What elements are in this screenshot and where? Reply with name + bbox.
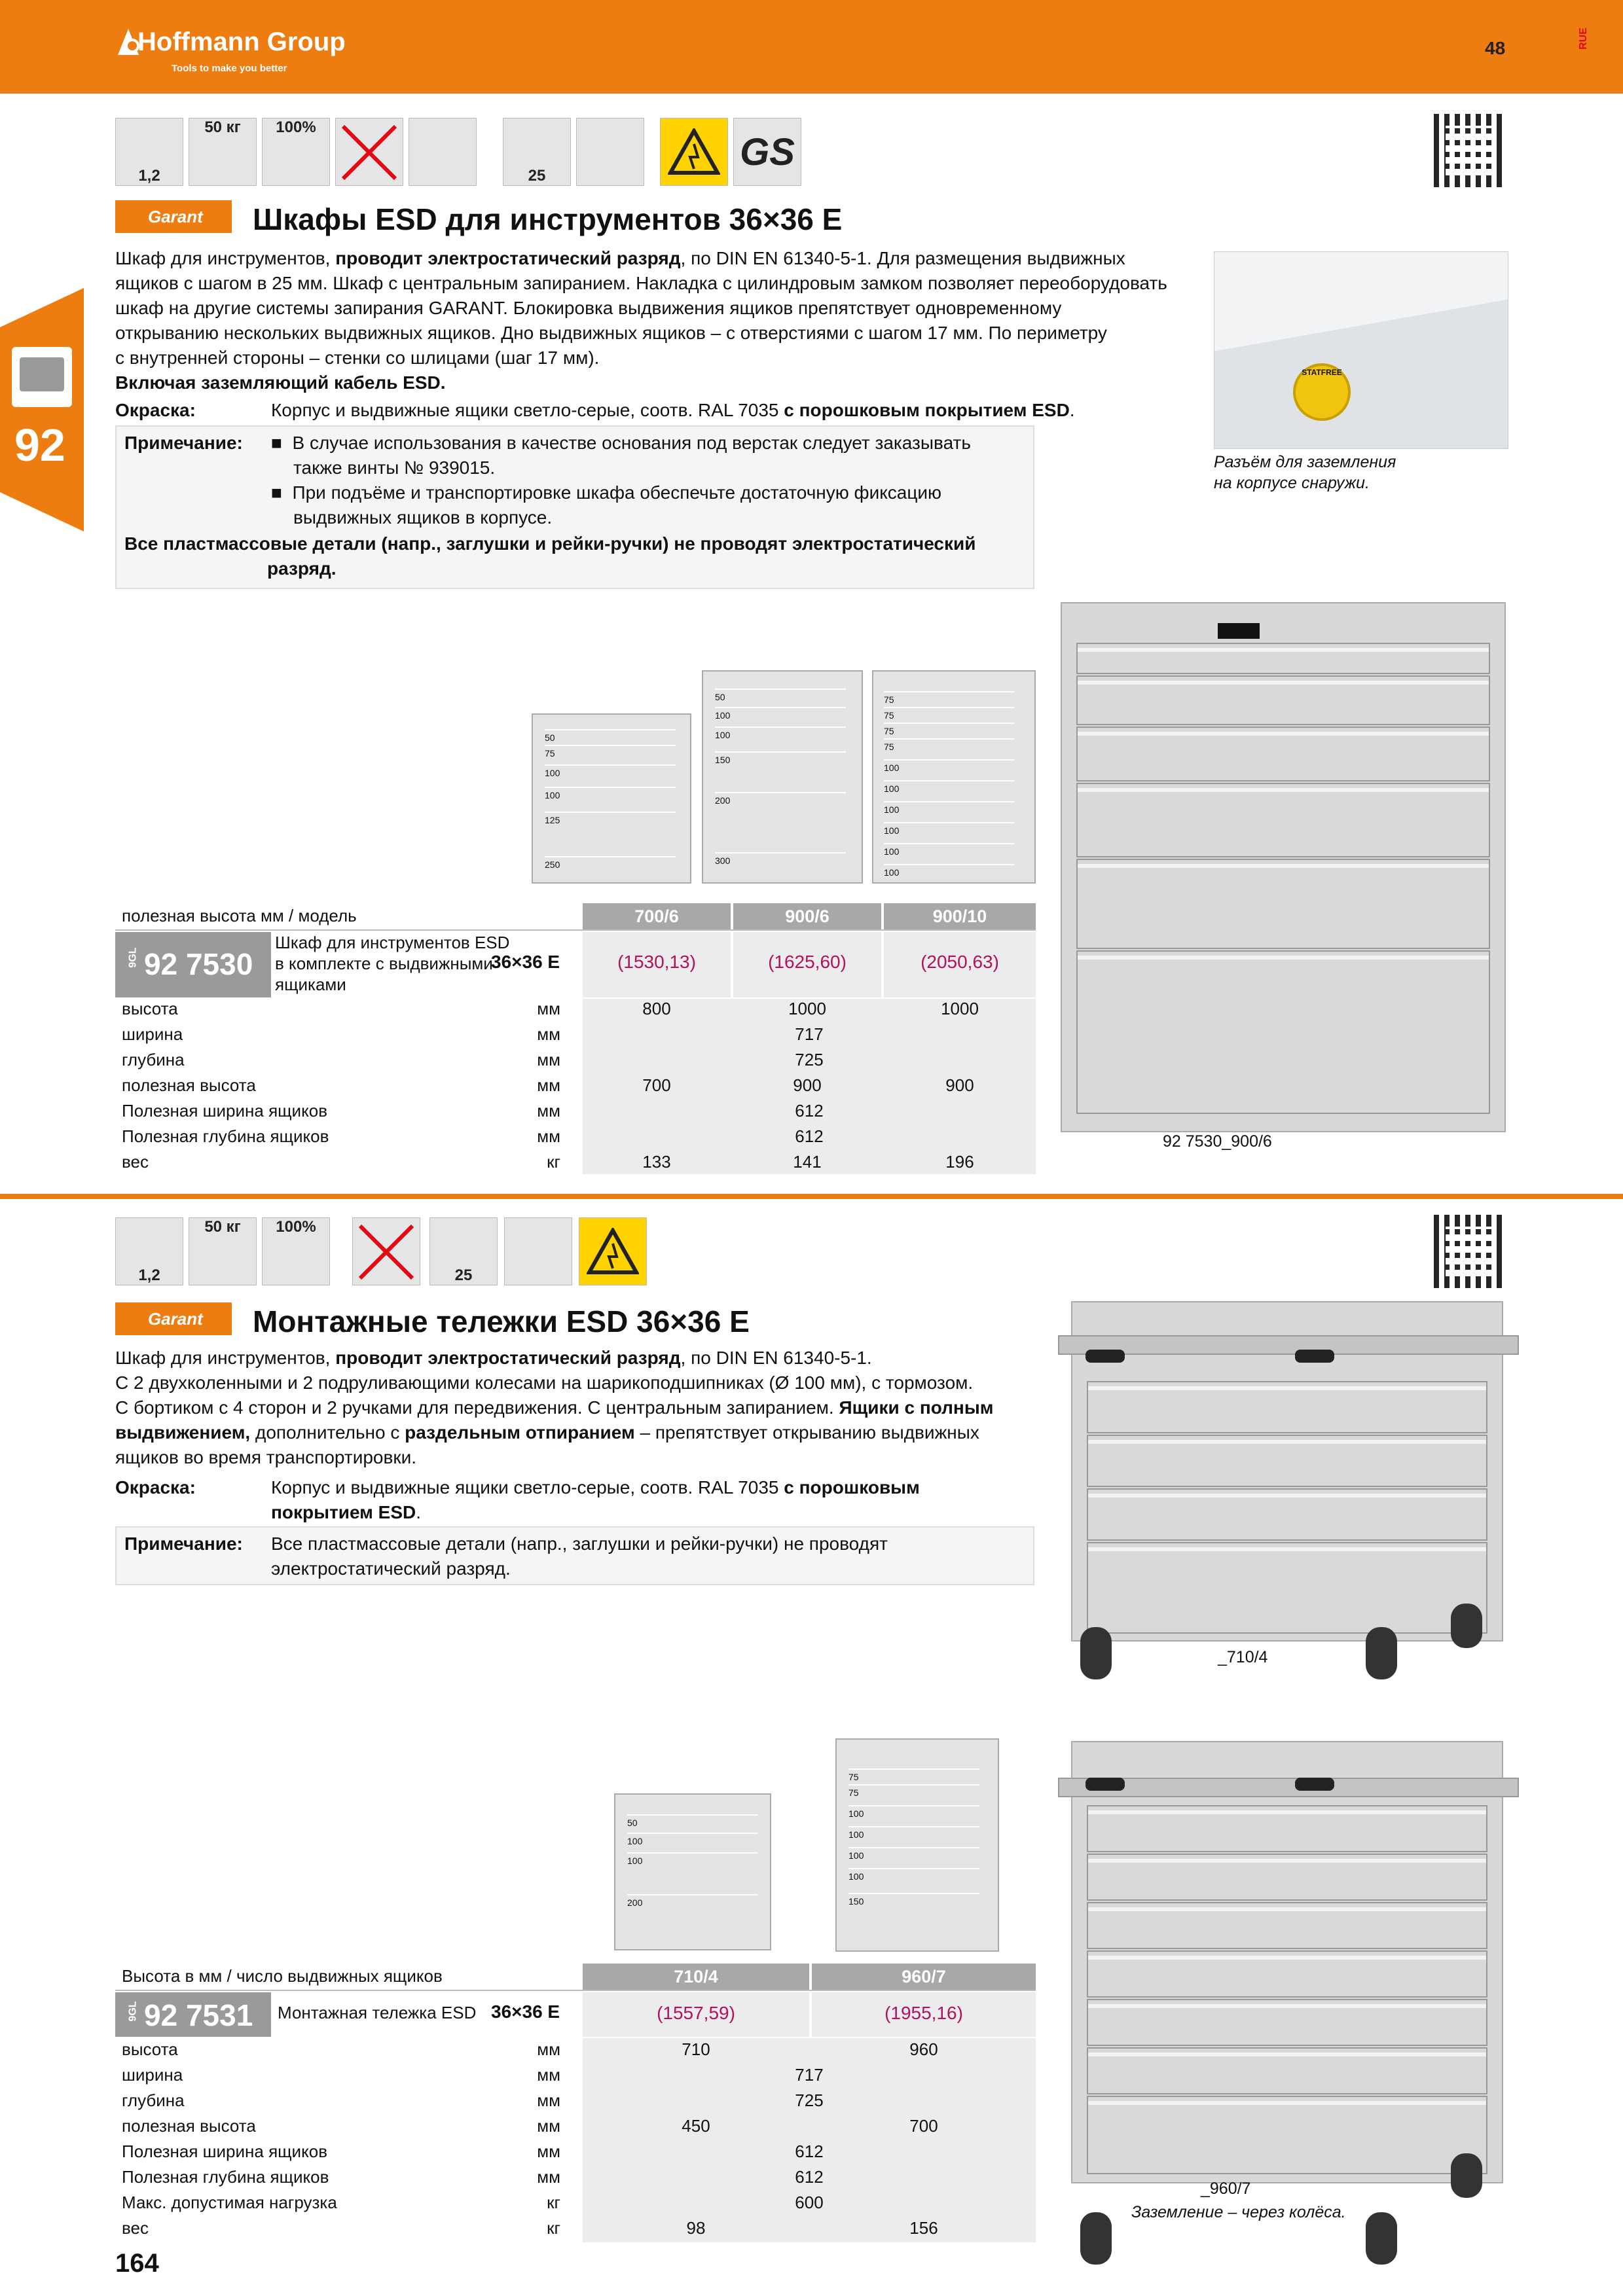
row-label: вес xyxy=(122,2218,149,2238)
wheel-icon xyxy=(1080,1627,1112,1679)
table-header-label: Высота в мм / число выдвижных ящиков xyxy=(122,1966,443,1986)
paint-text: Корпус и выдвижные ящики светло-серые, соотв. RAL 7035 с порошковым покрытием ESD. xyxy=(271,400,1075,420)
schematic-960-7 xyxy=(835,1738,999,1952)
grounding-photo xyxy=(1214,251,1508,449)
photo-caption: _960/7 xyxy=(1201,2179,1251,2198)
cabinet-photo xyxy=(1061,602,1506,1132)
pitch-icon xyxy=(429,1217,498,1285)
note-item: ■ В случае использования в качестве основания под верстак следует заказывать xyxy=(271,433,971,453)
description-line: Шкаф для инструментов, проводит электростатический разряд, по DIN EN 61340-5-1. Для размещения выдвижных xyxy=(115,248,1125,268)
paint-text: Корпус и выдвижные ящики светло-серые, соотв. RAL 7035 с порошковым покрытием ESD. xyxy=(271,1477,920,1522)
handle-icon xyxy=(1085,1778,1125,1791)
row-unit: кг xyxy=(547,2218,560,2238)
row-unit: мм xyxy=(537,1075,560,1095)
qr-code[interactable] xyxy=(1434,114,1507,187)
row-unit: мм xyxy=(537,2039,560,2059)
column-header: 900/10 xyxy=(884,903,1036,929)
drawer xyxy=(1076,783,1490,857)
note-bold-cont: разряд. xyxy=(267,558,337,579)
drawer xyxy=(1076,859,1490,949)
row-label: ширина xyxy=(122,2065,183,2085)
table-row xyxy=(122,2113,1036,2138)
table-row xyxy=(122,996,1036,1021)
column-header: 700/6 xyxy=(583,903,731,929)
row-label: Полезная ширина ящиков xyxy=(122,1101,328,1121)
vertical-label: 9GL xyxy=(127,947,139,968)
slope-icon xyxy=(115,118,183,186)
description xyxy=(115,1346,1045,1470)
cell: 612 xyxy=(795,1126,824,1146)
drawer-heights: 50 100 100 150 200 300 xyxy=(715,689,846,868)
drawer xyxy=(1087,1542,1487,1634)
cell: 717 xyxy=(795,1024,824,1044)
cell: 800 xyxy=(642,999,671,1018)
photo-caption: _710/4 xyxy=(1218,1648,1268,1666)
description-line: ящиков с шагом в 25 мм. Шкаф с центральным запиранием. Накладка с цилиндровым замком позволяет переоборудовать xyxy=(115,273,1167,293)
description-line: выдвижением, дополнительно с раздельным отпиранием – препятствует открыванию выдвижных xyxy=(115,1422,979,1443)
garant-badge: Garant xyxy=(115,200,232,233)
icon-label: 50 кг xyxy=(204,118,241,136)
drawer-heights: 50 100 100 200 xyxy=(627,1814,758,1910)
note-item: ■ При подъёме и транспортировке шкафа обеспечьте достаточную фиксацию xyxy=(271,482,942,503)
anchoring-icon xyxy=(409,118,477,186)
paint-label: Окраска: xyxy=(115,400,196,420)
cell: 612 xyxy=(795,2167,824,2187)
drawer xyxy=(1087,1488,1487,1541)
table-row xyxy=(122,2190,1036,2215)
cell: 600 xyxy=(795,2193,824,2212)
row-label: Полезная глубина ящиков xyxy=(122,2167,329,2187)
drawer xyxy=(1087,1999,1487,2046)
product-name: Монтажная тележка ESD xyxy=(278,2003,477,2022)
row-label: глубина xyxy=(122,1050,185,1069)
cell: 710 xyxy=(682,2039,710,2059)
row-unit: мм xyxy=(537,1101,560,1121)
price: (1625,60) xyxy=(768,952,847,972)
drawer-heights: 75 75 100 100 100 100 150 xyxy=(848,1768,979,1909)
row-label: глубина xyxy=(122,2090,185,2110)
row-unit: мм xyxy=(537,1050,560,1069)
drawer xyxy=(1087,1902,1487,1949)
drawer-heights: 50 75 100 100 125 250 xyxy=(545,729,676,872)
caption-line: на корпусе снаружи. xyxy=(1214,474,1370,492)
cross-icon xyxy=(354,1219,419,1285)
article-number[interactable]: 92 7530 xyxy=(144,947,253,981)
article-number[interactable]: 92 7531 xyxy=(144,1998,253,2032)
drawer xyxy=(1087,2096,1487,2174)
row-label: Полезная глубина ящиков xyxy=(122,1126,329,1146)
table-row xyxy=(122,2215,1036,2240)
row-label: высота xyxy=(122,2039,178,2059)
schematic-900-10 xyxy=(872,670,1036,884)
drawer xyxy=(1076,675,1490,725)
icon-label: 1,2 xyxy=(138,1266,160,1284)
cell: 717 xyxy=(795,2065,824,2085)
size-label: 36×36 E xyxy=(491,952,560,972)
row-unit: мм xyxy=(537,1126,560,1146)
handle-icon xyxy=(1085,1350,1125,1363)
vertical-label: 9GL xyxy=(127,2001,139,2022)
cell: 98 xyxy=(686,2218,706,2238)
column-header: 900/6 xyxy=(733,903,881,929)
no-lifting-icon xyxy=(335,118,403,186)
cell: 900 xyxy=(945,1075,974,1095)
statfree-sticker: STATFREE xyxy=(1293,363,1351,421)
product-line: ящиками xyxy=(275,975,346,994)
trolley-rim xyxy=(1058,1335,1519,1355)
table-row xyxy=(122,2062,1036,2087)
chapter-tab xyxy=(0,288,84,531)
note-item-cont: выдвижных ящиков в корпусе. xyxy=(293,507,553,528)
cross-icon xyxy=(337,120,402,185)
schematic-900-6 xyxy=(702,670,863,884)
row-unit: кг xyxy=(547,1152,560,1172)
column-header: 710/4 xyxy=(583,1964,809,1990)
table-row xyxy=(122,2088,1036,2113)
esd-icon xyxy=(579,1217,647,1285)
wheel-icon xyxy=(1451,2153,1482,2198)
price: (1530,13) xyxy=(617,952,696,972)
page-number: 164 xyxy=(115,2249,159,2278)
included-note: Включая заземляющий кабель ESD. xyxy=(115,372,446,393)
slope-icon xyxy=(115,1217,183,1285)
table-row xyxy=(122,2037,1036,2062)
price: (2050,63) xyxy=(921,952,999,972)
product-line: в комплекте с выдвижными xyxy=(275,954,493,973)
cell: 156 xyxy=(909,2218,938,2238)
paint-label: Окраска: xyxy=(115,1477,196,1498)
price: (1955,16) xyxy=(884,2003,963,2023)
full-extension-icon xyxy=(262,1217,330,1285)
esd-icon xyxy=(660,118,728,186)
section-separator xyxy=(0,1194,1623,1199)
product-name xyxy=(275,932,509,995)
description xyxy=(115,246,1215,395)
description-line: ящиков во время транспортировки. xyxy=(115,1447,417,1467)
pitch-icon xyxy=(503,118,571,186)
no-lifting-icon xyxy=(352,1217,420,1285)
drawer xyxy=(1087,2047,1487,2094)
esd-warning-icon xyxy=(587,1228,639,1275)
cell: 450 xyxy=(682,2116,710,2136)
product-line: Шкаф для инструментов ESD xyxy=(275,933,510,952)
table-row xyxy=(122,2139,1036,2164)
note-label: Примечание: xyxy=(124,1534,243,1554)
drawer xyxy=(1076,726,1490,781)
caption-line: Разъём для заземления xyxy=(1214,453,1396,471)
row-unit: мм xyxy=(537,2142,560,2161)
wheel-icon xyxy=(1366,1627,1397,1679)
photo-caption: 92 7530_900/6 xyxy=(1163,1132,1272,1151)
price: (1557,59) xyxy=(657,2003,735,2023)
note-line: электростатический разряд. xyxy=(271,1558,511,1579)
schematic-700-6 xyxy=(532,713,691,884)
page-reference: 48 xyxy=(1485,38,1506,58)
garant-badge: Garant xyxy=(115,1302,232,1335)
cell: 612 xyxy=(795,2142,824,2161)
trolley-rim xyxy=(1058,1778,1519,1797)
full-extension-icon xyxy=(262,118,330,186)
size-label: 36×36 E xyxy=(491,2001,560,2022)
row-unit: мм xyxy=(537,2090,560,2110)
table-header-label: полезная высота мм / модель xyxy=(122,906,357,925)
table-row xyxy=(122,1098,1036,1123)
language-code: RUE xyxy=(1577,27,1589,50)
section-title: Монтажные тележки ESD 36×36 E xyxy=(253,1304,750,1338)
icon-label: 25 xyxy=(528,167,546,185)
description-line: Шкаф для инструментов, проводит электростатический разряд, по DIN EN 61340-5-1. xyxy=(115,1348,872,1368)
divider xyxy=(115,929,1036,931)
cell: 196 xyxy=(945,1152,974,1172)
article-number-box xyxy=(115,1992,271,2037)
trolley-photo-960-7 xyxy=(1071,1741,1503,2183)
row-unit: мм xyxy=(537,2116,560,2136)
note-text xyxy=(271,1532,1024,1581)
icon-label: 25 xyxy=(454,1266,473,1284)
cabinet-icon-detail xyxy=(20,357,64,391)
row-label: полезная высота xyxy=(122,1075,256,1095)
wheel-icon xyxy=(1080,2212,1112,2265)
row-unit: мм xyxy=(537,999,560,1018)
cell: 1000 xyxy=(941,999,979,1018)
cell: 700 xyxy=(909,2116,938,2136)
cell: 725 xyxy=(795,1050,824,1069)
table-row xyxy=(122,2164,1036,2189)
drawer xyxy=(1087,1950,1487,1998)
drawer xyxy=(1087,1854,1487,1901)
note-line: Все пластмассовые детали (напр., заглушки и рейки-ручки) не проводят xyxy=(271,1534,888,1554)
handle-icon xyxy=(1295,1350,1334,1363)
description-line: шкаф на другие системы запирания GARANT. Блокировка выдвижения ящиков препятствует одновременному xyxy=(115,298,1062,318)
row-label: высота xyxy=(122,999,178,1018)
row-label: полезная высота xyxy=(122,2116,256,2136)
description-line: С 2 двухколенными и 2 подруливающими колесами на шарикоподшипниках (Ø 100 мм), с тормозом. xyxy=(115,1372,974,1393)
table-row xyxy=(122,1047,1036,1072)
cell: 133 xyxy=(642,1152,671,1172)
lock-system-icon xyxy=(576,118,644,186)
table-row xyxy=(122,1124,1036,1149)
drawer xyxy=(1076,643,1490,674)
row-unit: мм xyxy=(537,2167,560,2187)
note-bold: Все пластмассовые детали (напр., заглушки и рейки-ручки) не проводят электростатический xyxy=(124,533,976,554)
cell: 612 xyxy=(795,1101,824,1121)
drawer xyxy=(1087,1435,1487,1487)
handle-icon xyxy=(1295,1778,1334,1791)
row-label: вес xyxy=(122,1152,149,1172)
trolley-photo-710-4 xyxy=(1071,1301,1503,1641)
cell: 1000 xyxy=(788,999,826,1018)
table-row xyxy=(122,1022,1036,1047)
row-label: Полезная ширина ящиков xyxy=(122,2142,328,2161)
load-icon xyxy=(189,1217,257,1285)
description-line: с внутренней стороны – стенки со шлицами (шаг 17 мм). xyxy=(115,348,600,368)
article-number-box xyxy=(115,932,271,997)
lock-icon xyxy=(1218,623,1260,639)
cell: 900 xyxy=(793,1075,822,1095)
description-line: С бортиком с 4 сторон и 2 ручками для передвижения. С центральным запиранием. Ящики с полным xyxy=(115,1397,994,1418)
cell: 960 xyxy=(909,2039,938,2059)
drawer-heights: 75 75 75 75 100 100 100 100 100 100 xyxy=(884,691,1015,880)
lock-system-icon xyxy=(504,1217,572,1285)
icon-label: 100% xyxy=(276,118,316,136)
photo-caption-note: Заземление – через колёса. xyxy=(1131,2203,1346,2221)
icon-label: 100% xyxy=(276,1218,316,1236)
qr-code[interactable] xyxy=(1434,1215,1507,1288)
column-header: 960/7 xyxy=(812,1964,1036,1990)
brand-name: Hoffmann Group xyxy=(137,27,346,56)
row-label: Макс. допустимая нагрузка xyxy=(122,2193,337,2212)
description-line: открыванию нескольких выдвижных ящиков. Дно выдвижных ящиков – с отверстиями с шагом 17 мм. По периметру xyxy=(115,323,1107,343)
drawer xyxy=(1087,1805,1487,1852)
wheel-icon xyxy=(1366,2212,1397,2265)
section-title: Шкафы ESD для инструментов 36×36 E xyxy=(253,202,843,236)
row-unit: мм xyxy=(537,2065,560,2085)
cell: 700 xyxy=(642,1075,671,1095)
drawer xyxy=(1087,1381,1487,1433)
cell: 141 xyxy=(793,1152,822,1172)
gs-certification-icon xyxy=(733,118,801,186)
esd-warning-icon xyxy=(668,128,720,175)
row-unit: кг xyxy=(547,2193,560,2212)
icon-label: 50 кг xyxy=(204,1218,241,1236)
note-item-cont: также винты № 939015. xyxy=(293,457,496,478)
grounding-caption xyxy=(1214,452,1396,493)
divider xyxy=(115,1990,1036,1991)
table-row xyxy=(122,1149,1036,1174)
note-list xyxy=(271,431,1024,530)
row-label: ширина xyxy=(122,1024,183,1044)
drawer xyxy=(1076,950,1490,1114)
note-label: Примечание: xyxy=(124,433,243,453)
brand-tagline: Tools to make you better xyxy=(172,63,287,74)
icon-label: 1,2 xyxy=(138,167,160,185)
load-icon xyxy=(189,118,257,186)
icon-label: GS xyxy=(740,130,795,173)
schematic-710-4 xyxy=(614,1793,771,1950)
row-unit: мм xyxy=(537,1024,560,1044)
table-row xyxy=(122,1073,1036,1098)
cell: 725 xyxy=(795,2090,824,2110)
chapter-number: 92 xyxy=(14,420,65,471)
wheel-icon xyxy=(1451,1604,1482,1648)
